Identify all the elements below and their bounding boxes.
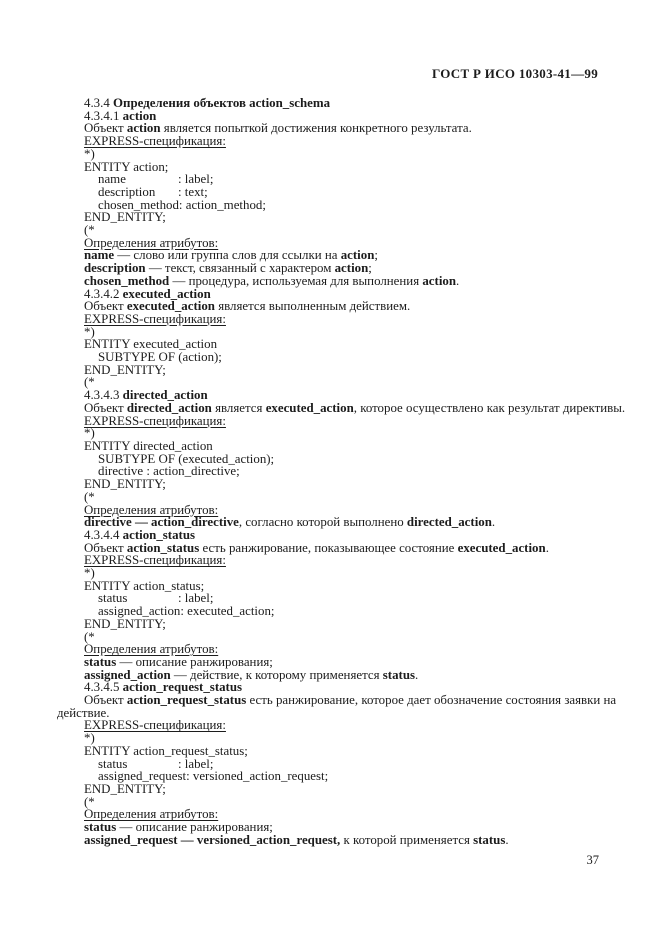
- code-line: *): [84, 731, 95, 746]
- spec-label: EXPRESS-спецификация:: [84, 553, 226, 568]
- spec-label: Определения атрибутов:: [84, 807, 219, 822]
- code-line: (*: [84, 223, 95, 238]
- paragraph-line: name — слово или группа слов для ссылки на action;: [84, 248, 378, 263]
- document-body: [57, 96, 626, 847]
- code-line: (*: [84, 375, 95, 390]
- paragraph-line: Объект action_status есть ранжирование, показывающее состояние executed_action.: [84, 540, 549, 555]
- code-line: *): [84, 566, 95, 581]
- code-line: END_ENTITY;: [84, 616, 166, 631]
- code-line: description : text;: [98, 184, 208, 199]
- code-line: (*: [84, 794, 95, 809]
- paragraph-line: Объект executed_action является выполненным действием.: [84, 299, 411, 314]
- code-line: END_ENTITY;: [84, 781, 166, 796]
- section-heading: 4.3.4.1 action: [84, 108, 157, 123]
- code-line: directive : action_directive;: [98, 464, 240, 479]
- paragraph-line: chosen_method — процедура, используемая для выполнения action.: [84, 273, 460, 288]
- paragraph-line: directive — action_directive, согласно которой выполнено directed_action.: [84, 515, 496, 530]
- code-line: SUBTYPE OF (executed_action);: [98, 451, 275, 466]
- spec-label: Определения атрибутов:: [84, 642, 219, 657]
- code-line: (*: [84, 489, 95, 504]
- paragraph-line: Объект directed_action является executed_action, которое осуществлено как результат директивы.: [84, 400, 626, 415]
- code-line: ENTITY action_status;: [84, 578, 205, 593]
- code-line: ENTITY executed_action: [84, 337, 218, 352]
- code-line: name : label;: [98, 172, 214, 187]
- code-line: ENTITY action_request_status;: [84, 743, 248, 758]
- code-line: SUBTYPE OF (action);: [98, 350, 222, 365]
- code-line: status : label;: [98, 591, 214, 606]
- code-line: chosen_method: action_method;: [98, 197, 266, 212]
- code-line: END_ENTITY;: [84, 362, 166, 377]
- spec-label: Определения атрибутов:: [84, 502, 219, 517]
- spec-label: EXPRESS-спецификация:: [84, 718, 226, 733]
- paragraph-line: assigned_action — действие, к которому применяется status.: [84, 667, 419, 682]
- code-line: ENTITY action;: [84, 159, 169, 174]
- section-heading: 4.3.4.2 executed_action: [84, 286, 211, 301]
- spec-label: EXPRESS-спецификация:: [84, 311, 226, 326]
- code-line: *): [84, 324, 95, 339]
- paragraph-line: description — текст, связанный с характером action;: [84, 261, 372, 276]
- code-line: END_ENTITY;: [84, 210, 166, 225]
- section-heading: 4.3.4.5 action_request_status: [84, 680, 243, 695]
- section-heading: 4.3.4 Определения объектов action_schema: [84, 96, 331, 110]
- paragraph-line: Объект action является попыткой достижения конкретного результата.: [84, 121, 472, 136]
- code-line: assigned_request: versioned_action_request;: [98, 769, 329, 784]
- code-line: END_ENTITY;: [84, 477, 166, 492]
- spec-label: EXPRESS-спецификация:: [84, 413, 226, 428]
- paragraph-line: действие.: [57, 705, 110, 720]
- code-line: ENTITY directed_action: [84, 438, 213, 453]
- code-line: assigned_action: executed_action;: [98, 604, 275, 619]
- spec-label: EXPRESS-спецификация:: [84, 134, 226, 149]
- code-line: (*: [84, 629, 95, 644]
- paragraph-line: status — описание ранжирования;: [84, 654, 273, 669]
- paragraph-line: status — описание ранжирования;: [84, 820, 273, 835]
- page-number: 37: [586, 853, 599, 867]
- code-line: *): [84, 426, 95, 441]
- section-heading: 4.3.4.3 directed_action: [84, 388, 208, 403]
- code-line: *): [84, 146, 95, 161]
- paragraph-line: Объект action_request_status есть ранжирование, которое дает обозначение состояния заявки на: [84, 693, 617, 708]
- spec-label: Определения атрибутов:: [84, 235, 219, 250]
- paragraph-line: assigned_request — versioned_action_request, к которой применяется status.: [84, 832, 509, 847]
- section-heading: 4.3.4.4 action_status: [84, 527, 196, 542]
- page-header-standard-number: ГОСТ Р ИСО 10303-41—99: [431, 66, 598, 81]
- code-line: status : label;: [98, 756, 214, 771]
